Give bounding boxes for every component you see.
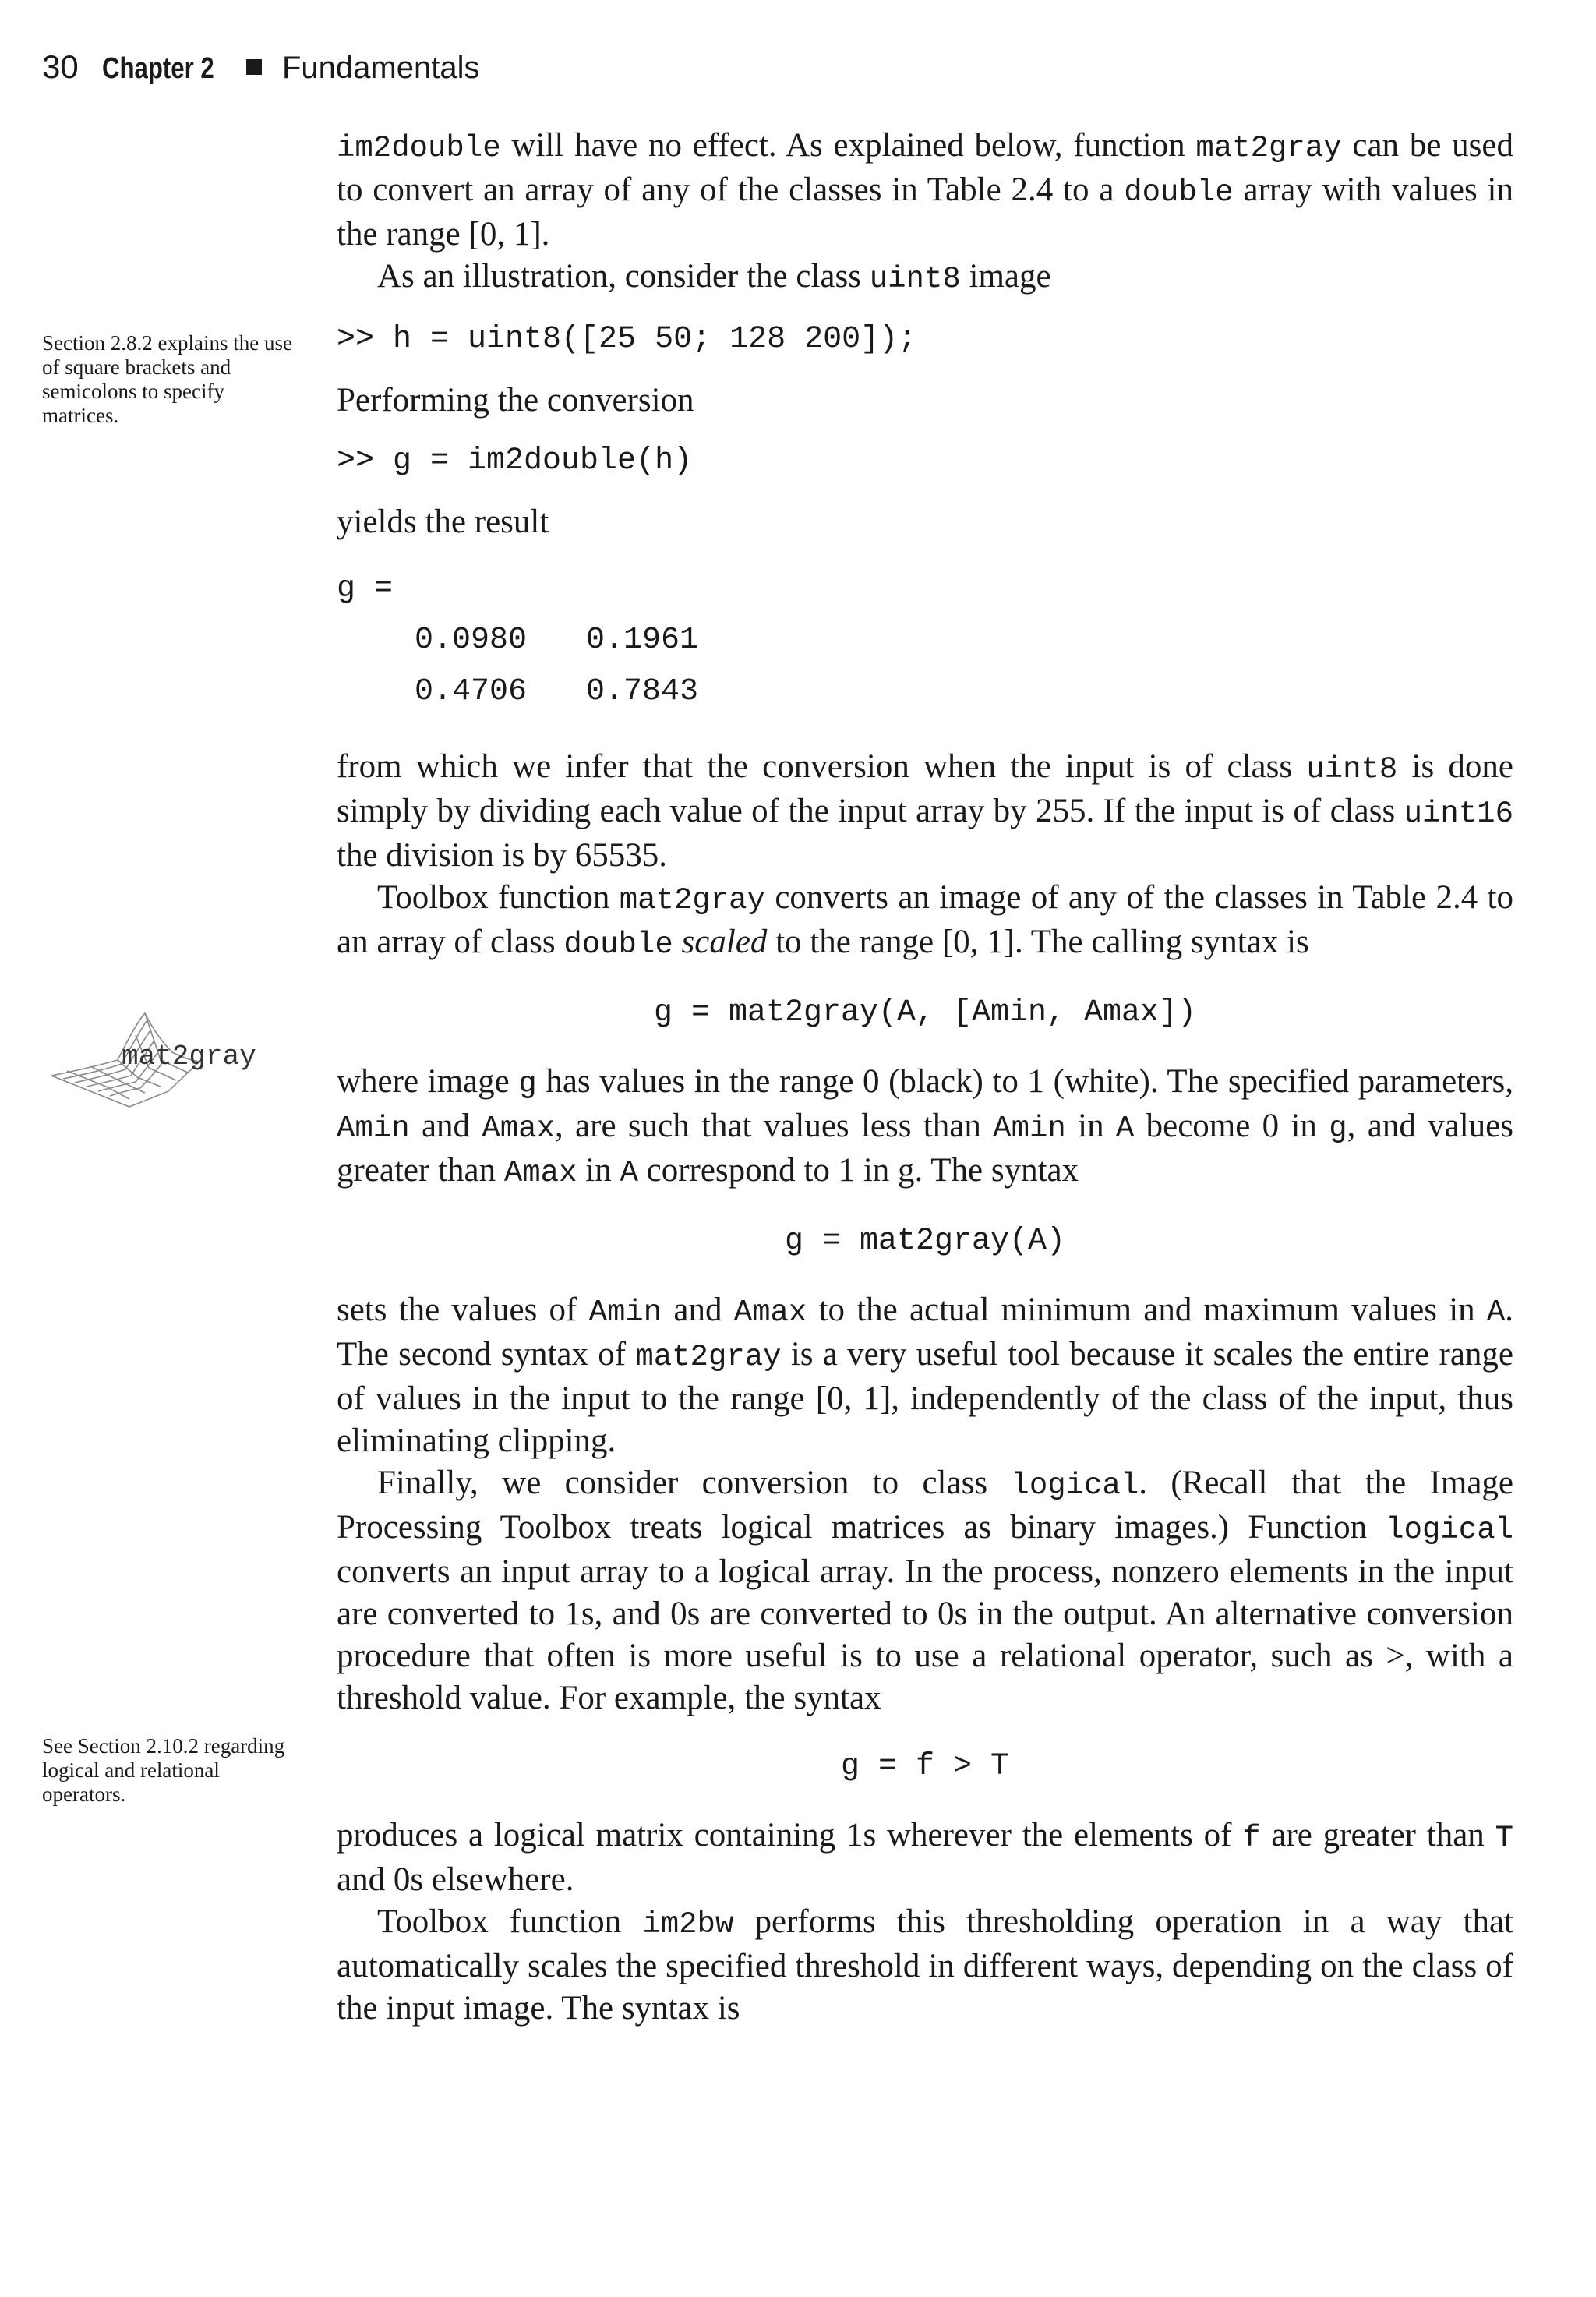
text-run: to the actual minimum and maximum values in [807,1292,1487,1328]
text-run: has values in the range 0 (black) to 1 (white). The specified parameters, [536,1063,1514,1100]
inline-code: mat2gray [1195,131,1342,165]
code-line-im2double: >> g = im2double(h) [337,443,693,479]
text-run: image [960,258,1051,295]
text-run: sets the values of [337,1292,589,1328]
text-run: and 0s elsewhere. [337,1861,574,1898]
margin-function-marker [44,1005,293,1130]
text-run: , and values greater than [337,1108,1513,1189]
text-run: are greater than [1260,1817,1495,1854]
text-run: Finally, we consider conversion to class [377,1465,1012,1501]
result-row-2 [337,666,1513,718]
text-run: array with values in the range [0, 1]. [337,171,1513,253]
paragraph-7 [337,1061,1513,1194]
paragraph-11 [337,1901,1513,2030]
result-cell: 0.0980 [415,623,528,658]
text-run: is done simply by dividing each value of the input array by 255. If the input is of class [337,748,1513,829]
inline-code: Amin [337,1111,410,1146]
text-run: produces a logical matrix containing 1s wherever the elements of [337,1817,1243,1854]
result-label: g = [337,571,394,606]
inline-code: uint8 [1306,752,1398,786]
inline-code: mat2gray [619,883,765,917]
text-run: in [577,1152,620,1189]
inline-code: g [1329,1111,1347,1146]
inline-code: A [1486,1295,1506,1330]
text-run: where image [337,1063,519,1100]
text-run: As an illustration, consider the class [377,258,870,295]
paragraph-8 [337,1289,1513,1462]
text-run: . The second syntax of [337,1292,1514,1373]
inline-code: Amax [733,1295,807,1330]
inline-code: im2bw [642,1907,734,1942]
section-title: Fundamentals [282,51,480,85]
result-cell: 0.1961 [586,623,699,658]
text-run: from which we infer that the conversion when the input is of class [337,748,1307,785]
text-run: Toolbox function [377,879,620,916]
code-line-threshold: g = f > T [840,1749,1010,1784]
inline-code: g [518,1067,537,1101]
page-number: 30 [42,48,79,85]
text-run: will have no effect. As explained below, function [500,127,1196,164]
paragraph-4: yields the result [337,504,549,540]
inline-code: Amax [503,1156,577,1190]
code-line-mat2gray: g = mat2gray(A) [784,1224,1066,1259]
result-row-1 [337,615,1513,666]
result-cell: 0.4706 [415,674,528,709]
text-run: and [662,1292,734,1328]
inline-code: im2double [337,131,501,165]
text-run: . (Recall that the Image Processing Toolbox treats logical matrices as binary images.) Function [337,1465,1513,1546]
margin-icon-label: mat2gray [122,1041,256,1073]
text-run: the division is by 65535. [337,837,668,874]
paragraph-6 [337,877,1513,966]
inline-code: A [1115,1111,1135,1146]
inline-code: uint8 [869,262,961,296]
text-run: , are such that values less than [554,1108,994,1144]
inline-code: double [1124,175,1234,210]
code-line-uint8: >> h = uint8([25 50; 128 200]); [337,322,917,357]
inline-code: logical [1011,1468,1139,1503]
inline-code: Amin [588,1295,662,1330]
inline-code: logical [1386,1513,1513,1547]
text-run: performs this thresholding operation in a way that automatically scales the specified threshold in different ways, depending on the class of the input image. The syntax is [337,1903,1513,2027]
chapter-label: Chapter 2 [101,52,214,85]
paragraph-9 [337,1462,1513,1719]
paragraph-10 [337,1815,1513,1901]
inline-code: A [620,1156,638,1190]
inline-code: mat2gray [635,1340,782,1374]
code-line-mat2gray-range: g = mat2gray(A, [Amin, Amax]) [653,995,1197,1030]
inline-code: double [563,928,673,962]
inline-code: T [1495,1821,1513,1855]
text-run: Toolbox function [377,1903,643,1940]
text-run: become 0 in [1134,1108,1329,1144]
margin-note-logical-operators: See Section 2.10.2 regarding logical and relational operators. [42,1734,285,1806]
text-run: in [1065,1108,1116,1144]
inline-code: uint16 [1404,797,1513,831]
result-cell: 0.7843 [586,674,699,709]
text-run: can be used to convert an array of any of the classes in Table 2.4 to a [337,127,1513,208]
text-run: to the range [0, 1]. The calling syntax is [767,924,1309,960]
inline-code: Amax [482,1111,555,1146]
paragraph-2 [337,256,1513,300]
paragraph-3: Performing the conversion [337,382,694,419]
text-run: correspond to 1 in g. The syntax [637,1152,1079,1189]
text-run: is a very useful tool because it scales the entire range of values in the input to the range [0, 1], independently of the class of the input, thus eliminating clipping. [337,1336,1514,1459]
inline-code: f [1242,1821,1261,1855]
text-run [673,924,682,960]
text-run: converts an image of any of the classes in Table 2.4 to an array of class [337,879,1513,960]
paragraph-1 [337,125,1513,256]
text-run: converts an input array to a logical array. In the process, nonzero elements in the input are converted to 1s, and 0s are converted to 0s in the output. An alternative conversion procedure that often is more useful is to use a relational operator, such as >, with a threshold value. For example, the syntax [337,1553,1513,1716]
main-text-column [337,125,1513,2030]
header-bullet-square [246,59,262,75]
paragraph-5 [337,746,1513,877]
inline-code: Amin [993,1111,1066,1146]
emphasis: scaled [681,924,768,960]
text-run: and [409,1108,482,1144]
margin-note-matrices: Section 2.8.2 explains the use of square brackets and semicolons to specify matrices. [42,331,292,427]
running-header [42,48,479,95]
